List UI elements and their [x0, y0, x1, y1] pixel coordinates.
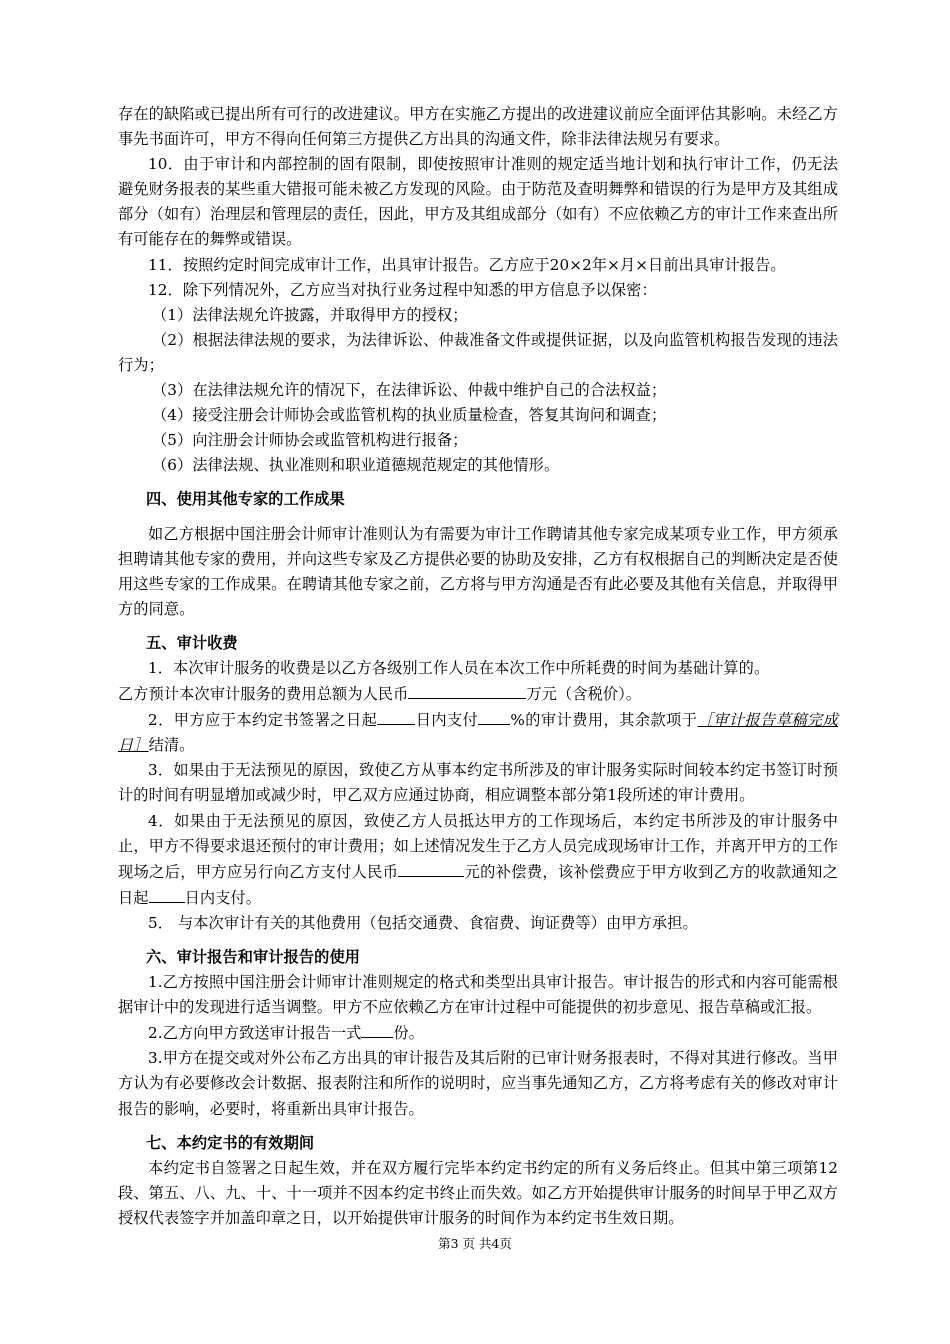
section-4-paragraph: 如乙方根据中国注册会计师审计准则认为有需要为审计工作聘请其他专家完成某项专业工作，甲方须承担聘请其他专家的费用，并向这些专家及乙方提供必要的协助及安排，乙方有权根据自己的判断决定是否使用这些专家的工作成果。在聘请其他专家之前，乙方将与甲方沟通是否有此必要及其他有关信息，并取得甲方的同意。 [118, 524, 838, 618]
copies-text-a: 2.乙方向甲方致送审计报告一式 [148, 1024, 362, 1043]
paragraph-12-item-2: （2）根据法律法规的要求，为法律诉讼、仲裁准备文件或提供证据，以及向监管机构报告发现的违法行为； [118, 330, 838, 374]
paragraph-12-item-4: （4）接受注册会计师协会或监管机构的执业质量检查，答复其询问和调查； [152, 406, 667, 425]
draft-completion-date-placeholder: ［审计报告草稿完成日］ [118, 711, 838, 755]
section-4-heading: 四、使用其他专家的工作成果 [146, 490, 345, 509]
section-6-item-3: 3.甲方在提交或对外公布乙方出具的审计报告及其后附的已审计财务报表时，不得对其进行修改。当甲方认为有必要修改会计数据、报表附注和所作的说明时，应当事先通知乙方，乙方将考虑有关的修改对审计报告的影响，必要时，将重新出具审计报告。 [118, 1049, 838, 1118]
payment-percent-blank [478, 707, 510, 725]
paragraph-12-item-6: （6）法律法规、执业准则和职业道德规范规定的其他情形。 [152, 456, 560, 475]
compensation-text-b: 元的补偿费，该补偿费应于甲方收到乙方的收款通知之日起 [118, 862, 838, 907]
section-5-item-3: 3．如果由于无法预见的原因，致使乙方从事本约定书所涉及的审计服务实际时间较本约定书签订时预计的时间有明显增加或减少时，甲乙双方应通过协商，相应调整本部分第1段所述的审计费用。 [118, 761, 838, 805]
section-6-heading: 六、审计报告和审计报告的使用 [146, 948, 361, 966]
payment-text-c: %的审计费用，其余款项于 [510, 711, 698, 730]
compensation-text-a: 4．如果由于无法预见的原因，致使乙方人员抵达甲方的工作现场后，本约定书所涉及的审计服务中止，甲方不得要求退还预付的审计费用；如上述情况发生于乙方人员完成现场审计工作，并离开甲方的工作现场之后，甲方应另行向乙方支付人民币 [118, 811, 838, 881]
paragraph-12: 12．除下列情况外，乙方应当对执行业务过程中知悉的甲方信息予以保密： [148, 280, 657, 299]
section-5-item-2 [118, 707, 838, 758]
section-5-item-1-fee [118, 681, 838, 707]
fee-text-after: 万元（含税价）。 [526, 685, 642, 704]
section-5-item-5: 5． 与本次审计有关的其他费用（包括交通费、食宿费、询证费等）由甲方承担。 [148, 913, 698, 932]
section-7-paragraph: 本约定书自签署之日起生效，并在双方履行完毕本约定书约定的所有义务后终止。但其中第三项第12段、第五、八、九、十、十一项并不因本约定书终止而失效。如乙方开始提供审计服务的时间早于甲乙双方授权代表签字并加盖印章之日，以开始提供审计服务的时间作为本约定书生效日期。 [118, 1158, 838, 1227]
document-body [118, 102, 838, 1231]
payment-text-a: 2．甲方应于本约定书签署之日起 [148, 711, 378, 730]
paragraph-12-item-1: （1）法律法规允许披露，并取得甲方的授权； [152, 305, 468, 324]
payment-days-blank [377, 707, 415, 725]
fee-text-before: 乙方预计本次审计服务的费用总额为人民币 [118, 685, 409, 704]
payment-text-d: 结清。 [148, 736, 195, 755]
paragraph-12-item-3: （3）在法律法规允许的情况下，在法律诉讼、仲裁中维护自己的合法权益； [152, 381, 667, 400]
paragraph-12-item-5: （5）向注册会计师协会或监管机构进行报备； [152, 431, 468, 450]
section-5-item-4 [118, 809, 838, 911]
section-5-heading: 五、审计收费 [146, 633, 238, 652]
section-5-item-1: 1．本次审计服务的收费是以乙方各级别工作人员在本次工作中所耗费的时间为基础计算的。 [148, 658, 770, 677]
paragraph-continuation: 存在的缺陷或已提出所有可行的改进建议。甲方在实施乙方提出的改进建议前应全面评估其影响。未经乙方事先书面许可，甲方不得向任何第三方提供乙方出具的沟通文件，除非法律法规另有要求。 [118, 105, 838, 149]
section-6-item-2 [118, 1020, 838, 1046]
compensation-text-c: 日内支付。 [184, 888, 262, 907]
paragraph-11: 11．按照约定时间完成审计工作，出具审计报告。乙方应于20×2年×月×日前出具审计报告。 [148, 255, 786, 274]
compensation-amount-blank [398, 859, 464, 877]
payment-text-b: 日内支付 [415, 711, 479, 730]
compensation-days-blank [149, 885, 185, 903]
paragraph-10: 10．由于审计和内部控制的固有限制，即使按照审计准则的规定适当地计划和执行审计工作，仍无法避免财务报表的某些重大错报可能未被乙方发现的风险。由于防范及查明舞弊和错误的行为是甲方及其组成部分（如有）治理层和管理层的责任，因此，甲方及其组成部分（如有）不应依赖乙方的审计工作来查出所有可能存在的舞弊或错误。 [118, 155, 838, 249]
copies-text-b: 份。 [393, 1024, 425, 1043]
section-7-heading: 七、本约定书的有效期间 [146, 1133, 315, 1152]
section-6-item-1: 1.乙方按照中国注册会计师审计准则规定的格式和类型出具审计报告。审计报告的形式和内容可能需根据审计中的发现进行适当调整。甲方不应依赖乙方在审计过程中可能提供的初步意见、报告草稿或汇报。 [118, 973, 838, 1017]
page-footer: 第3 页 共4页 [438, 1236, 512, 1251]
copies-blank [361, 1020, 393, 1038]
fee-amount-blank [408, 681, 526, 699]
